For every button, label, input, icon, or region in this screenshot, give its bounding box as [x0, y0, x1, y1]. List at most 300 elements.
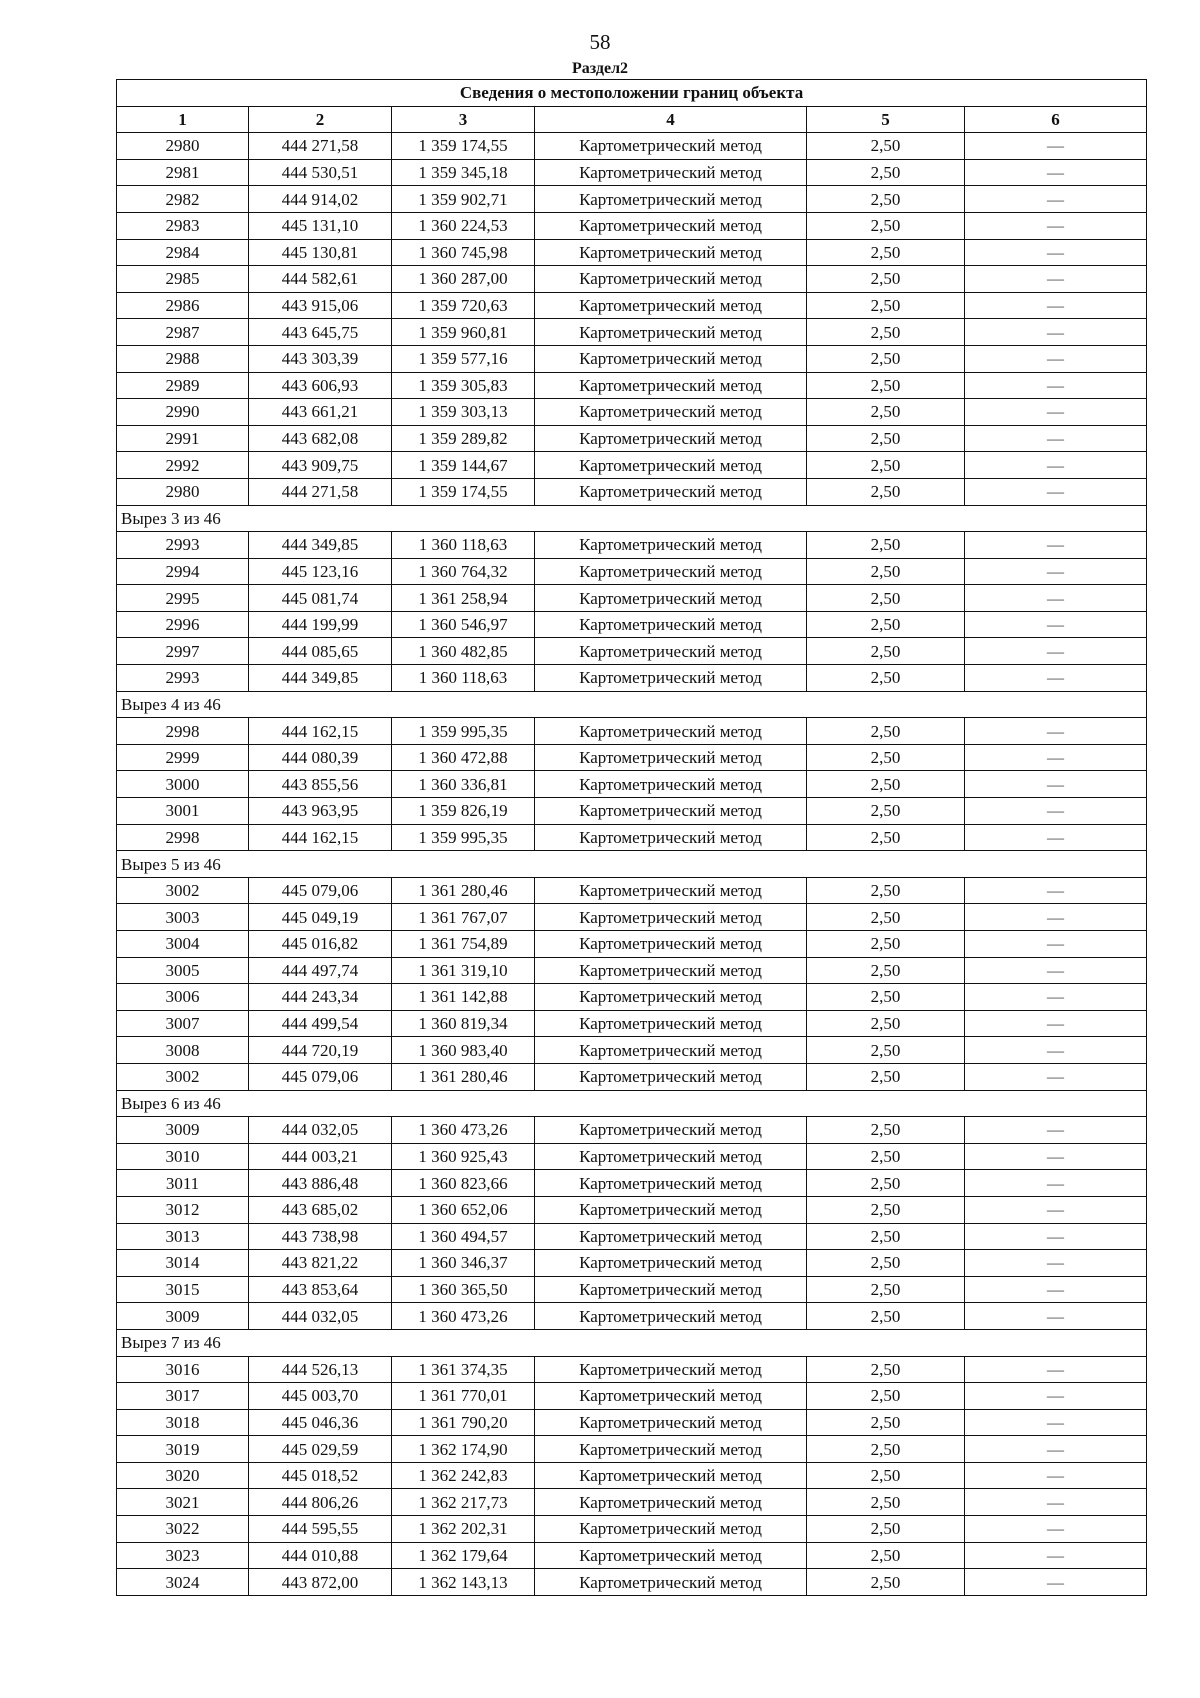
- cell-accuracy: 2,50: [807, 1223, 965, 1250]
- table-row: [117, 1436, 1147, 1463]
- cell-point-number: 2983: [117, 212, 249, 239]
- table-row: [117, 532, 1147, 559]
- cell-coordinate-x: 444 085,65: [249, 638, 392, 665]
- table-row: [117, 212, 1147, 239]
- cell-method: Картометрический метод: [535, 1303, 807, 1330]
- cell-description: —: [965, 718, 1147, 745]
- cell-point-number: 2981: [117, 159, 249, 186]
- cell-point-number: 2996: [117, 611, 249, 638]
- cell-coordinate-x: 444 032,05: [249, 1117, 392, 1144]
- cell-point-number: 2995: [117, 585, 249, 612]
- cell-accuracy: 2,50: [807, 1409, 965, 1436]
- cell-description: —: [965, 1250, 1147, 1277]
- cell-point-number: 2997: [117, 638, 249, 665]
- column-header: 2: [249, 106, 392, 133]
- cell-method: Картометрический метод: [535, 611, 807, 638]
- cell-coordinate-x: 443 821,22: [249, 1250, 392, 1277]
- cell-point-number: 2998: [117, 718, 249, 745]
- cell-coordinate-y: 1 359 826,19: [392, 798, 535, 825]
- cell-accuracy: 2,50: [807, 1383, 965, 1410]
- cell-method: Картометрический метод: [535, 399, 807, 426]
- cell-coordinate-x: 443 682,08: [249, 425, 392, 452]
- cell-method: Картометрический метод: [535, 1569, 807, 1596]
- cell-coordinate-y: 1 360 336,81: [392, 771, 535, 798]
- cell-coordinate-x: 444 530,51: [249, 159, 392, 186]
- cell-coordinate-x: 445 049,19: [249, 904, 392, 931]
- cell-coordinate-y: 1 359 720,63: [392, 292, 535, 319]
- cell-point-number: 2985: [117, 266, 249, 293]
- cell-coordinate-x: 445 018,52: [249, 1462, 392, 1489]
- table-row: [117, 931, 1147, 958]
- cell-accuracy: 2,50: [807, 266, 965, 293]
- cell-method: Картометрический метод: [535, 1409, 807, 1436]
- cell-coordinate-x: 445 131,10: [249, 212, 392, 239]
- cell-coordinate-x: 444 914,02: [249, 186, 392, 213]
- cell-point-number: 3000: [117, 771, 249, 798]
- cell-coordinate-y: 1 360 482,85: [392, 638, 535, 665]
- cell-coordinate-x: 444 243,34: [249, 984, 392, 1011]
- cell-method: Картометрический метод: [535, 1170, 807, 1197]
- cell-description: —: [965, 425, 1147, 452]
- cell-accuracy: 2,50: [807, 239, 965, 266]
- cell-coordinate-x: 444 806,26: [249, 1489, 392, 1516]
- cell-coordinate-y: 1 359 303,13: [392, 399, 535, 426]
- cell-coordinate-y: 1 361 280,46: [392, 877, 535, 904]
- table-row: [117, 1223, 1147, 1250]
- cell-accuracy: 2,50: [807, 1143, 965, 1170]
- cell-method: Картометрический метод: [535, 425, 807, 452]
- cell-description: —: [965, 292, 1147, 319]
- cell-method: Картометрический метод: [535, 1037, 807, 1064]
- cell-coordinate-x: 443 963,95: [249, 798, 392, 825]
- cell-method: Картометрический метод: [535, 1117, 807, 1144]
- table-row: [117, 611, 1147, 638]
- cell-point-number: 3023: [117, 1542, 249, 1569]
- cell-description: —: [965, 558, 1147, 585]
- cell-coordinate-y: 1 360 764,32: [392, 558, 535, 585]
- cell-description: —: [965, 877, 1147, 904]
- cell-coordinate-y: 1 359 902,71: [392, 186, 535, 213]
- cell-method: Картометрический метод: [535, 665, 807, 692]
- cell-method: Картометрический метод: [535, 1223, 807, 1250]
- cell-point-number: 3002: [117, 1063, 249, 1090]
- cell-description: —: [965, 665, 1147, 692]
- column-header: 4: [535, 106, 807, 133]
- cell-coordinate-y: 1 360 365,50: [392, 1276, 535, 1303]
- cell-accuracy: 2,50: [807, 1542, 965, 1569]
- cell-coordinate-x: 443 738,98: [249, 1223, 392, 1250]
- cell-method: Картометрический метод: [535, 798, 807, 825]
- cell-coordinate-x: 445 079,06: [249, 877, 392, 904]
- cell-coordinate-y: 1 359 345,18: [392, 159, 535, 186]
- table-row: [117, 372, 1147, 399]
- cell-point-number: 2998: [117, 824, 249, 851]
- cell-point-number: 3017: [117, 1383, 249, 1410]
- cell-accuracy: 2,50: [807, 159, 965, 186]
- cell-method: Картометрический метод: [535, 957, 807, 984]
- cutout-label: Вырез 7 из 46: [117, 1329, 1147, 1356]
- cutout-header-row: [117, 851, 1147, 878]
- cell-accuracy: 2,50: [807, 638, 965, 665]
- table-caption-row: [117, 80, 1147, 107]
- cell-accuracy: 2,50: [807, 744, 965, 771]
- cell-method: Картометрический метод: [535, 1436, 807, 1463]
- cell-accuracy: 2,50: [807, 904, 965, 931]
- cell-coordinate-x: 444 349,85: [249, 532, 392, 559]
- cell-coordinate-x: 444 499,54: [249, 1010, 392, 1037]
- cell-accuracy: 2,50: [807, 824, 965, 851]
- cell-coordinate-x: 443 606,93: [249, 372, 392, 399]
- cell-description: —: [965, 1143, 1147, 1170]
- cell-coordinate-y: 1 360 652,06: [392, 1196, 535, 1223]
- cell-accuracy: 2,50: [807, 319, 965, 346]
- cell-coordinate-x: 443 303,39: [249, 345, 392, 372]
- cell-method: Картометрический метод: [535, 345, 807, 372]
- cell-coordinate-y: 1 360 983,40: [392, 1037, 535, 1064]
- cell-description: —: [965, 1037, 1147, 1064]
- cell-method: Картометрический метод: [535, 1489, 807, 1516]
- column-header: 1: [117, 106, 249, 133]
- cell-coordinate-x: 443 909,75: [249, 452, 392, 479]
- table-row: [117, 292, 1147, 319]
- cell-coordinate-x: 444 582,61: [249, 266, 392, 293]
- cell-method: Картометрический метод: [535, 1196, 807, 1223]
- table-body: [117, 133, 1147, 1596]
- section-title: Раздел2: [571, 60, 629, 77]
- cell-method: Картометрический метод: [535, 292, 807, 319]
- cell-coordinate-x: 445 016,82: [249, 931, 392, 958]
- cell-coordinate-x: 444 010,88: [249, 1542, 392, 1569]
- cell-method: Картометрический метод: [535, 984, 807, 1011]
- cell-description: —: [965, 585, 1147, 612]
- table-row: [117, 558, 1147, 585]
- cell-coordinate-y: 1 360 473,26: [392, 1303, 535, 1330]
- cell-description: —: [965, 1383, 1147, 1410]
- cell-method: Картометрический метод: [535, 372, 807, 399]
- table-row: [117, 877, 1147, 904]
- table-row: [117, 1462, 1147, 1489]
- cell-accuracy: 2,50: [807, 585, 965, 612]
- cell-coordinate-x: 444 003,21: [249, 1143, 392, 1170]
- cutout-label: Вырез 6 из 46: [117, 1090, 1147, 1117]
- table-row: [117, 425, 1147, 452]
- cell-accuracy: 2,50: [807, 478, 965, 505]
- table-row: [117, 585, 1147, 612]
- cell-coordinate-y: 1 360 346,37: [392, 1250, 535, 1277]
- cell-point-number: 2988: [117, 345, 249, 372]
- table-caption: Сведения о местоположении границ объекта: [117, 80, 1147, 107]
- cell-accuracy: 2,50: [807, 186, 965, 213]
- cell-coordinate-y: 1 360 745,98: [392, 239, 535, 266]
- cell-point-number: 2999: [117, 744, 249, 771]
- cell-point-number: 2984: [117, 239, 249, 266]
- table-row: [117, 266, 1147, 293]
- cell-coordinate-x: 444 032,05: [249, 1303, 392, 1330]
- cell-coordinate-y: 1 359 174,55: [392, 133, 535, 160]
- cell-description: —: [965, 478, 1147, 505]
- cell-method: Картометрический метод: [535, 1516, 807, 1543]
- cell-point-number: 3010: [117, 1143, 249, 1170]
- cell-point-number: 3015: [117, 1276, 249, 1303]
- column-header: 3: [392, 106, 535, 133]
- cell-accuracy: 2,50: [807, 1063, 965, 1090]
- cell-accuracy: 2,50: [807, 1250, 965, 1277]
- cell-point-number: 2991: [117, 425, 249, 452]
- cell-coordinate-y: 1 360 118,63: [392, 532, 535, 559]
- table-row: [117, 452, 1147, 479]
- table-row: [117, 771, 1147, 798]
- cell-method: Картометрический метод: [535, 771, 807, 798]
- cell-point-number: 3001: [117, 798, 249, 825]
- cell-method: Картометрический метод: [535, 532, 807, 559]
- cell-accuracy: 2,50: [807, 1436, 965, 1463]
- table-row: [117, 186, 1147, 213]
- cell-point-number: 2990: [117, 399, 249, 426]
- cell-coordinate-x: 444 199,99: [249, 611, 392, 638]
- cell-method: Картометрический метод: [535, 558, 807, 585]
- table-row: [117, 1409, 1147, 1436]
- cell-method: Картометрический метод: [535, 1276, 807, 1303]
- cell-method: Картометрический метод: [535, 478, 807, 505]
- cell-accuracy: 2,50: [807, 931, 965, 958]
- cell-coordinate-y: 1 361 767,07: [392, 904, 535, 931]
- cell-coordinate-y: 1 359 174,55: [392, 478, 535, 505]
- table-row: [117, 1010, 1147, 1037]
- cell-method: Картометрический метод: [535, 1356, 807, 1383]
- table-row: [117, 1143, 1147, 1170]
- cell-coordinate-y: 1 360 494,57: [392, 1223, 535, 1250]
- cell-method: Картометрический метод: [535, 186, 807, 213]
- table-row: [117, 1516, 1147, 1543]
- cell-method: Картометрический метод: [535, 1010, 807, 1037]
- cell-point-number: 2986: [117, 292, 249, 319]
- cell-accuracy: 2,50: [807, 1037, 965, 1064]
- table-row: [117, 1196, 1147, 1223]
- cell-coordinate-x: 444 720,19: [249, 1037, 392, 1064]
- cell-description: —: [965, 159, 1147, 186]
- cell-coordinate-y: 1 361 280,46: [392, 1063, 535, 1090]
- cell-point-number: 2980: [117, 478, 249, 505]
- cell-description: —: [965, 399, 1147, 426]
- table-row: [117, 345, 1147, 372]
- cell-coordinate-y: 1 361 258,94: [392, 585, 535, 612]
- cutout-header-row: [117, 691, 1147, 718]
- cell-coordinate-x: 443 872,00: [249, 1569, 392, 1596]
- cell-coordinate-y: 1 360 546,97: [392, 611, 535, 638]
- cell-description: —: [965, 1170, 1147, 1197]
- cell-coordinate-y: 1 362 174,90: [392, 1436, 535, 1463]
- cell-accuracy: 2,50: [807, 1356, 965, 1383]
- table-row: [117, 638, 1147, 665]
- cell-description: —: [965, 1196, 1147, 1223]
- cell-accuracy: 2,50: [807, 718, 965, 745]
- cell-description: —: [965, 931, 1147, 958]
- coordinates-table: [116, 79, 1147, 1596]
- cell-point-number: 3019: [117, 1436, 249, 1463]
- cell-accuracy: 2,50: [807, 372, 965, 399]
- cell-coordinate-x: 443 645,75: [249, 319, 392, 346]
- cell-coordinate-y: 1 359 995,35: [392, 824, 535, 851]
- cell-method: Картометрический метод: [535, 159, 807, 186]
- cell-accuracy: 2,50: [807, 1303, 965, 1330]
- cell-coordinate-y: 1 359 960,81: [392, 319, 535, 346]
- cell-method: Картометрический метод: [535, 452, 807, 479]
- cell-point-number: 2980: [117, 133, 249, 160]
- cell-point-number: 3003: [117, 904, 249, 931]
- cell-coordinate-y: 1 362 179,64: [392, 1542, 535, 1569]
- cell-accuracy: 2,50: [807, 1170, 965, 1197]
- cell-description: —: [965, 372, 1147, 399]
- cell-coordinate-y: 1 361 754,89: [392, 931, 535, 958]
- cell-description: —: [965, 771, 1147, 798]
- cell-accuracy: 2,50: [807, 558, 965, 585]
- column-header: 5: [807, 106, 965, 133]
- cell-method: Картометрический метод: [535, 638, 807, 665]
- table-row: [117, 665, 1147, 692]
- cell-accuracy: 2,50: [807, 399, 965, 426]
- cell-coordinate-y: 1 359 289,82: [392, 425, 535, 452]
- cell-coordinate-x: 443 855,56: [249, 771, 392, 798]
- cell-method: Картометрический метод: [535, 1143, 807, 1170]
- cell-coordinate-x: 445 003,70: [249, 1383, 392, 1410]
- cell-coordinate-y: 1 359 995,35: [392, 718, 535, 745]
- cell-coordinate-x: 445 046,36: [249, 1409, 392, 1436]
- cell-coordinate-y: 1 360 823,66: [392, 1170, 535, 1197]
- cell-description: —: [965, 984, 1147, 1011]
- table-row: [117, 1356, 1147, 1383]
- cell-method: Картометрический метод: [535, 585, 807, 612]
- table-row: [117, 744, 1147, 771]
- cell-point-number: 2994: [117, 558, 249, 585]
- cell-description: —: [965, 1462, 1147, 1489]
- cell-point-number: 2993: [117, 665, 249, 692]
- table-row: [117, 239, 1147, 266]
- table-row: [117, 1489, 1147, 1516]
- cell-method: Картометрический метод: [535, 1462, 807, 1489]
- cell-description: —: [965, 1223, 1147, 1250]
- cell-point-number: 3002: [117, 877, 249, 904]
- table-row: [117, 1569, 1147, 1596]
- cell-accuracy: 2,50: [807, 877, 965, 904]
- cell-point-number: 3020: [117, 1462, 249, 1489]
- cell-method: Картометрический метод: [535, 1542, 807, 1569]
- cell-description: —: [965, 1489, 1147, 1516]
- cell-coordinate-x: 444 080,39: [249, 744, 392, 771]
- cell-description: —: [965, 133, 1147, 160]
- cell-coordinate-y: 1 360 118,63: [392, 665, 535, 692]
- page-number: 58: [589, 30, 611, 54]
- cell-point-number: 3004: [117, 931, 249, 958]
- cell-method: Картометрический метод: [535, 904, 807, 931]
- cell-coordinate-x: 445 029,59: [249, 1436, 392, 1463]
- table-row: [117, 1063, 1147, 1090]
- cell-accuracy: 2,50: [807, 532, 965, 559]
- cell-coordinate-x: 445 079,06: [249, 1063, 392, 1090]
- cell-method: Картометрический метод: [535, 319, 807, 346]
- table-row: [117, 1303, 1147, 1330]
- cell-accuracy: 2,50: [807, 957, 965, 984]
- cell-point-number: 2982: [117, 186, 249, 213]
- cell-coordinate-x: 443 915,06: [249, 292, 392, 319]
- cell-description: —: [965, 744, 1147, 771]
- cell-description: —: [965, 957, 1147, 984]
- cell-accuracy: 2,50: [807, 771, 965, 798]
- cell-description: —: [965, 611, 1147, 638]
- cell-accuracy: 2,50: [807, 1196, 965, 1223]
- cutout-label: Вырез 3 из 46: [117, 505, 1147, 532]
- cell-description: —: [965, 638, 1147, 665]
- table-row: [117, 1542, 1147, 1569]
- cell-method: Картометрический метод: [535, 1063, 807, 1090]
- cell-coordinate-y: 1 361 790,20: [392, 1409, 535, 1436]
- cell-point-number: 2992: [117, 452, 249, 479]
- cell-coordinate-y: 1 360 472,88: [392, 744, 535, 771]
- cell-coordinate-x: 443 661,21: [249, 399, 392, 426]
- cell-description: —: [965, 1303, 1147, 1330]
- cell-method: Картометрический метод: [535, 212, 807, 239]
- cell-accuracy: 2,50: [807, 1276, 965, 1303]
- cell-point-number: 3008: [117, 1037, 249, 1064]
- cell-accuracy: 2,50: [807, 1117, 965, 1144]
- column-header: 6: [965, 106, 1147, 133]
- cell-accuracy: 2,50: [807, 1010, 965, 1037]
- cell-accuracy: 2,50: [807, 212, 965, 239]
- cell-description: —: [965, 239, 1147, 266]
- cell-coordinate-x: 444 271,58: [249, 133, 392, 160]
- cell-coordinate-x: 445 130,81: [249, 239, 392, 266]
- cell-coordinate-y: 1 359 144,67: [392, 452, 535, 479]
- cell-method: Картометрический метод: [535, 266, 807, 293]
- cell-accuracy: 2,50: [807, 1462, 965, 1489]
- table-row: [117, 1383, 1147, 1410]
- cell-coordinate-x: 444 595,55: [249, 1516, 392, 1543]
- table-row: [117, 1276, 1147, 1303]
- cell-method: Картометрический метод: [535, 931, 807, 958]
- cell-accuracy: 2,50: [807, 425, 965, 452]
- cell-coordinate-x: 443 853,64: [249, 1276, 392, 1303]
- cell-point-number: 3024: [117, 1569, 249, 1596]
- cell-description: —: [965, 532, 1147, 559]
- cell-accuracy: 2,50: [807, 1569, 965, 1596]
- cell-method: Картометрический метод: [535, 133, 807, 160]
- cell-description: —: [965, 345, 1147, 372]
- table-row: [117, 984, 1147, 1011]
- cell-description: —: [965, 319, 1147, 346]
- cell-coordinate-y: 1 361 319,10: [392, 957, 535, 984]
- cell-coordinate-y: 1 362 202,31: [392, 1516, 535, 1543]
- table-row: [117, 133, 1147, 160]
- cell-accuracy: 2,50: [807, 133, 965, 160]
- cell-coordinate-y: 1 360 819,34: [392, 1010, 535, 1037]
- cell-description: —: [965, 212, 1147, 239]
- cell-accuracy: 2,50: [807, 292, 965, 319]
- table-row: [117, 904, 1147, 931]
- table-row: [117, 478, 1147, 505]
- table-row: [117, 1250, 1147, 1277]
- cell-description: —: [965, 904, 1147, 931]
- cell-point-number: 3009: [117, 1117, 249, 1144]
- cell-point-number: 3007: [117, 1010, 249, 1037]
- cell-accuracy: 2,50: [807, 665, 965, 692]
- cutout-header-row: [117, 1090, 1147, 1117]
- cell-coordinate-x: 444 526,13: [249, 1356, 392, 1383]
- cell-coordinate-x: 443 685,02: [249, 1196, 392, 1223]
- cell-description: —: [965, 824, 1147, 851]
- cell-coordinate-y: 1 359 305,83: [392, 372, 535, 399]
- cell-coordinate-y: 1 362 217,73: [392, 1489, 535, 1516]
- table-row: [117, 718, 1147, 745]
- table-row: [117, 319, 1147, 346]
